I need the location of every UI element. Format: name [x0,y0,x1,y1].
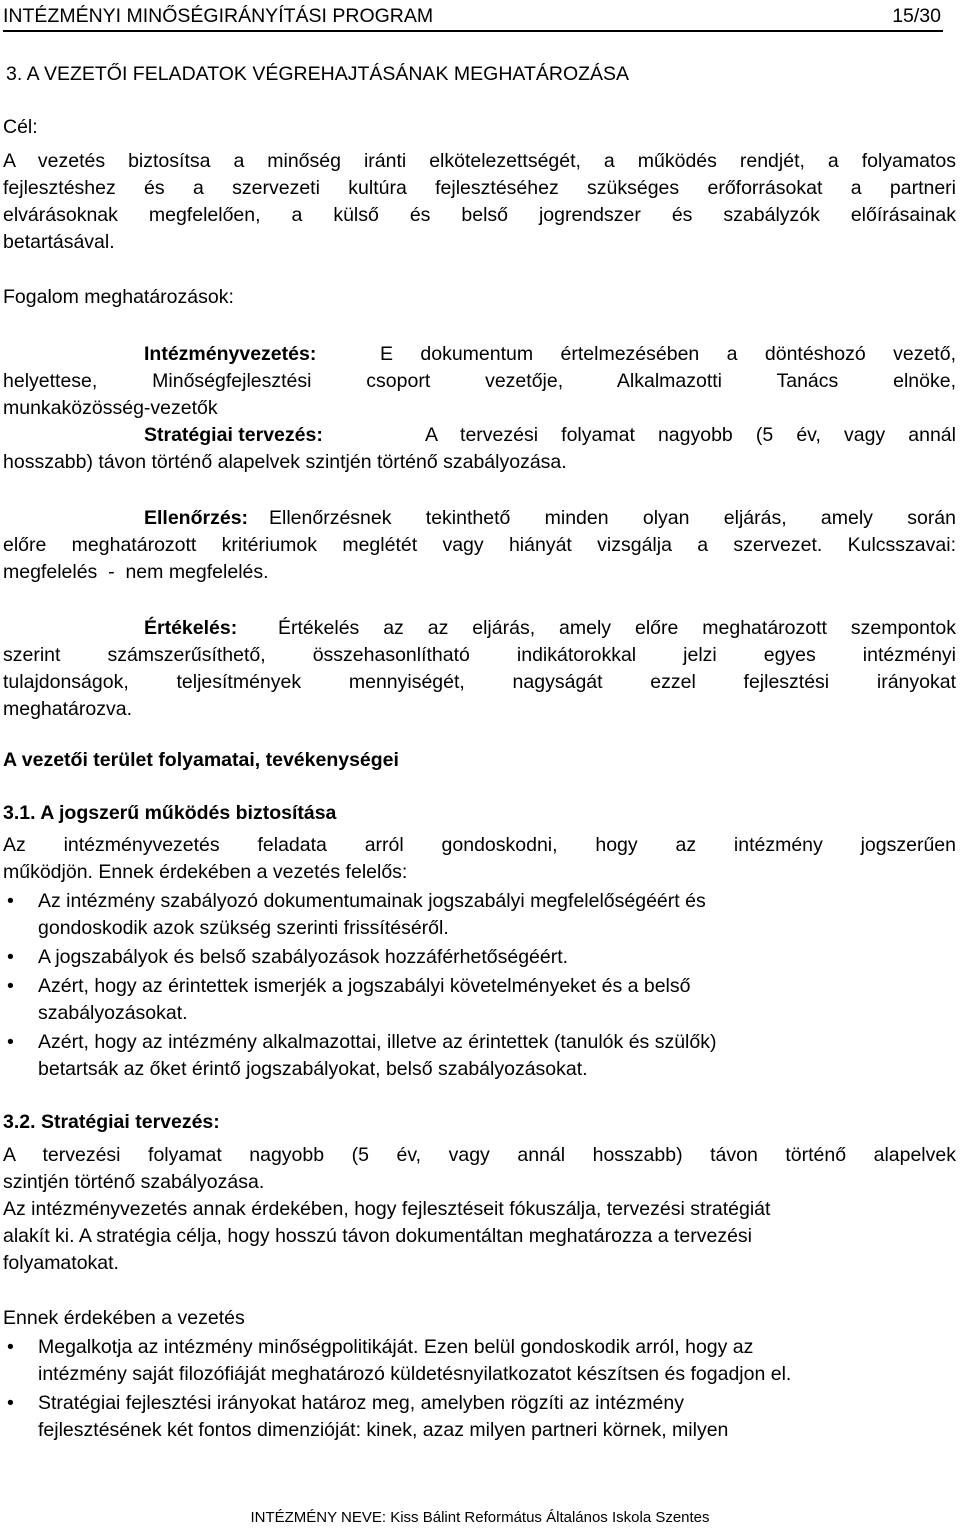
goal-line-1 [3,148,956,175]
page-header [3,4,943,32]
section-3-2-p1-line-1 [3,1142,956,1169]
list-item-text-1: Megalkotja az intézmény minőségpolitikáját. Ezen belül gondoskodik arról, hogy az [38,1336,754,1358]
definition-text: Értékelés az az eljárás, amely előre meghatározott szempontok [278,617,956,639]
definition-text: helyettese, Minőségfejlesztési csoport vezetője, Alkalmazotti Tanács elnöke, [3,370,956,392]
page-footer [0,1509,960,1526]
definition-ellenorzes-line-3: megfelelés - nem megfelelés. [3,561,269,583]
bullet-dot-icon: • [7,1392,14,1414]
goal-line-3 [3,202,956,229]
bullet-dot-icon: • [7,1336,14,1358]
definition-ellenorzes-line-2 [3,532,956,559]
processes-heading: A vezetői terület folyamatai, tevékenységei [3,749,399,771]
section-3-2-p1-line-2: szintjén történő szabályozása. [3,1171,265,1193]
section-3-2-heading: 3.2. Stratégiai tervezés: [3,1111,220,1133]
section-3-2-p2-line-3: folyamatokat. [3,1252,119,1274]
list-item-text-1: Azért, hogy az intézmény alkalmazottai, illetve az érintettek (tanulók és szülők) [38,1031,717,1053]
definition-text: Ellenőrzésnek tekinthető minden olyan eljárás, amely során [269,507,956,529]
definition-text: előre meghatározott kritériumok meglétét vagy hiányát vizsgálja a szervezet. Kulcsszavai: [3,534,956,556]
list-item-text-2: intézmény saját filozófiáját meghatározó küldetésnyilatkozatot készítsen és fogadjon el. [38,1363,792,1385]
section-3-2-p3: Ennek érdekében a vezetés [3,1307,245,1329]
list-item-text-2: fejlesztésének két fontos dimenzióját: kinek, azaz milyen partneri körnek, milyen [38,1419,729,1441]
bullet-dot-icon: • [7,1031,14,1053]
section-3-1-line-2: működjön. Ennek érdekében a vezetés felelős: [3,861,408,883]
section-3-1-heading: 3.1. A jogszerű működés biztosítása [3,802,337,824]
list-item-text-2: betartsák az őket érintő jogszabályokat, belső szabályozásokat. [38,1058,588,1080]
goal-label: Cél: [3,116,38,138]
page-number: 15/30 [892,5,941,27]
definition-intezmenyvezetes-line-2 [3,368,956,395]
goal-text-2: fejlesztéshez és a szervezeti kultúra fejlesztéséhez szükséges erőforrásokat a partneri [3,177,956,199]
definition-ertekeles-line-2 [3,642,956,669]
definition-text: E dokumentum értelmezésében a döntéshozó vezető, [380,343,956,365]
list-item-text-1: Azért, hogy az érintettek ismerjék a jogszabályi követelményeket és a belső [38,975,691,997]
bullet-dot-icon: • [7,975,14,997]
list-item-text-1: Az intézmény szabályozó dokumentumainak jogszabályi megfelelőségéért és [38,890,706,912]
definition-text: tulajdonságok, teljesítmények mennyiségét, nagyságát ezzel fejlesztési irányokat [3,671,956,693]
definition-text: A tervezési folyamat nagyobb (5 év, vagy annál [425,424,956,446]
section-3-1-line-1 [3,832,956,859]
bullet-dot-icon: • [7,946,14,968]
definition-intezmenyvezetes-line-3: munkaközösség-vezetők [3,397,218,419]
definition-text: szerint számszerűsíthető, összehasonlítható indikátorokkal jelzi egyes intézményi [3,644,956,666]
list-item-text-2: gondoskodik azok szükség szerinti frissítéséről. [38,917,449,939]
definition-ertekeles-line-4: meghatározva. [3,698,132,720]
list-item-text-1: A jogszabályok és belső szabályozások hozzáférhetőségéért. [38,946,569,968]
section-3-2-p2-line-1: Az intézményvezetés annak érdekében, hogy fejlesztéseit fókuszálja, tervezési stratégiát [3,1198,771,1220]
list-item-text-1: Stratégiai fejlesztési irányokat határoz meg, amelyben rögzíti az intézmény [38,1392,684,1414]
paragraph-text: Az intézményvezetés feladata arról gondoskodni, hogy az intézmény jogszerűen [3,834,956,856]
term-ertekeles: Értékelés: [144,617,238,639]
goal-line-2 [3,175,956,202]
bullet-dot-icon: • [7,890,14,912]
section-title: 3. A VEZETŐI FELADATOK VÉGREHAJTÁSÁNAK MEGHATÁROZÁSA [6,63,630,85]
goal-text-3: elvárásoknak megfelelően, a külső és belső jogrendszer és szabályzók előírásainak [3,204,956,226]
paragraph-text: A tervezési folyamat nagyobb (5 év, vagy annál hosszabb) távon történő alapelvek [3,1144,956,1166]
goal-line-4: betartásával. [3,231,115,253]
term-strategiai-tervezes: Stratégiai tervezés: [144,424,323,446]
list-item-text-2: szabályozásokat. [38,1002,188,1024]
term-ellenorzes: Ellenőrzés: [144,507,249,529]
definition-strategiai-line-2: hosszabb) távon történő alapelvek szintjén történő szabályozása. [3,451,567,473]
program-title: INTÉZMÉNYI MINŐSÉGIRÁNYÍTÁSI PROGRAM [3,5,434,27]
term-intezmenyvezetes: Intézményvezetés: [144,343,317,365]
definitions-heading: Fogalom meghatározások: [3,286,234,308]
goal-text-1: A vezetés biztosítsa a minőség iránti elkötelezettségét, a működés rendjét, a folyamatos [3,150,956,172]
definition-ertekeles-line-3 [3,669,956,696]
institution-name: INTÉZMÉNY NEVE: Kiss Bálint Református Általános Iskola Szentes [250,1509,710,1526]
section-3-2-p2-line-2: alakít ki. A stratégia célja, hogy hosszú távon dokumentáltan meghatározza a tervezési [3,1225,753,1247]
